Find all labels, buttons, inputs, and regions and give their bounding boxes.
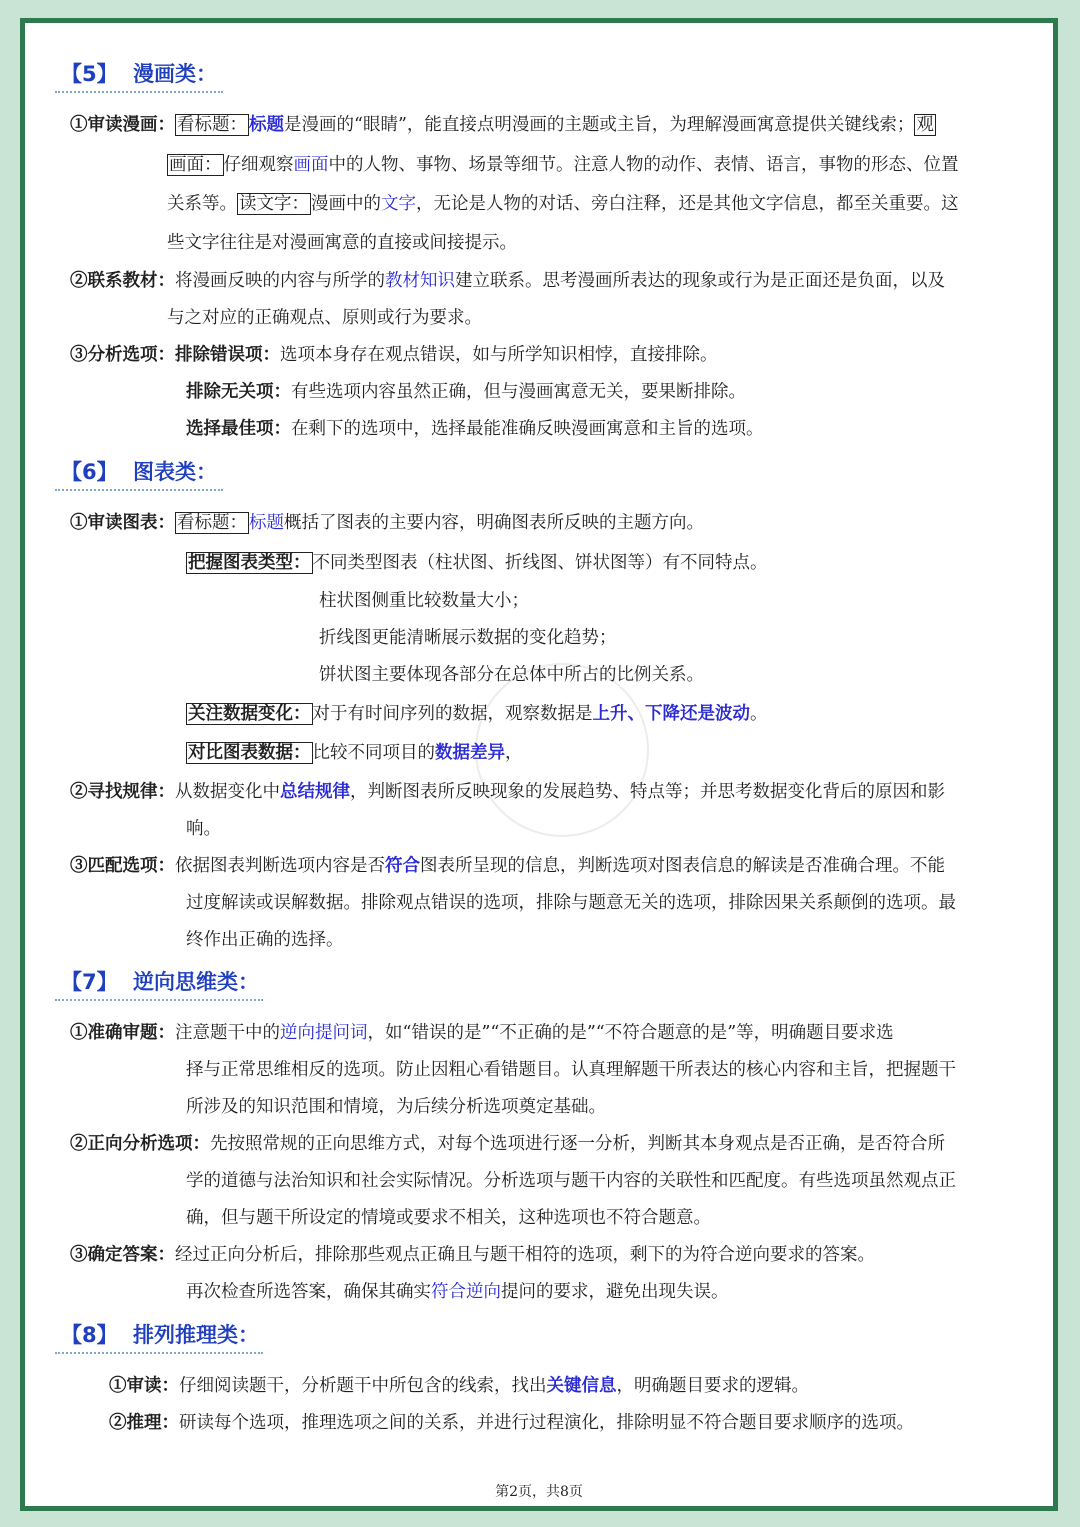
text-line: 折线图更能清晰展示数据的变化趋势； bbox=[319, 628, 617, 648]
text-line bbox=[167, 191, 959, 217]
section-title: 漫画类： bbox=[133, 62, 217, 86]
section-title: 图表类： bbox=[133, 460, 217, 484]
text: 图表所呈现的信息，判断选项对图表信息的解读是否准确合理。不能 bbox=[420, 856, 945, 876]
text-line bbox=[186, 740, 523, 766]
highlight: 符合 bbox=[385, 856, 420, 876]
label: ③确定答案： bbox=[70, 1245, 175, 1265]
section-6-heading bbox=[55, 457, 223, 491]
text-line: 终作出正确的选择。 bbox=[186, 930, 344, 950]
text-line: 择与正常思维相反的选项。防止因粗心看错题目。认真理解题干所表达的核心内容和主旨，把握题干 bbox=[186, 1060, 956, 1080]
label: ①审读： bbox=[109, 1376, 179, 1396]
text: 选项本身存在观点错误，如与所学知识相悖，直接排除。 bbox=[280, 345, 718, 365]
section-5-heading bbox=[55, 59, 223, 93]
text-line: 所涉及的知识范围和情境，为后续分析选项奠定基础。 bbox=[186, 1097, 606, 1117]
text-line bbox=[109, 1373, 809, 1399]
text: 依据图表判断选项内容是否 bbox=[175, 856, 385, 876]
label: ①准确审题： bbox=[70, 1023, 175, 1043]
text: 对于有时间序列的数据，观察数据是 bbox=[312, 704, 593, 724]
highlight: 教材知识 bbox=[385, 271, 455, 291]
section-number: 【8】 bbox=[61, 1323, 118, 1347]
text-line bbox=[186, 416, 764, 442]
text: 研读每个选项，推理选项之间的关系，并进行过程演化，排除明显不符合题目要求顺序的选项。 bbox=[179, 1413, 914, 1433]
text-line bbox=[186, 1279, 729, 1305]
text: ， bbox=[505, 743, 523, 763]
text: 有些选项内容虽然正确，但与漫画寓意无关，要果断排除。 bbox=[291, 382, 746, 402]
section-7-heading bbox=[55, 967, 263, 1001]
label: 排除无关项： bbox=[186, 382, 291, 402]
text-line bbox=[70, 1131, 945, 1157]
text: 仔细观察 bbox=[223, 155, 294, 175]
text-line: 些文字往往是对漫画寓意的直接或间接提示。 bbox=[167, 233, 517, 253]
boxed-label: 对比图表数据： bbox=[188, 743, 311, 763]
label: ②推理： bbox=[109, 1413, 179, 1433]
page-frame bbox=[20, 18, 1058, 1511]
text-line bbox=[109, 1410, 914, 1436]
label: 选择最佳项： bbox=[186, 419, 291, 439]
text-line: 柱状图侧重比较数量大小； bbox=[319, 591, 529, 611]
text-line: 过度解读或误解数据。排除观点错误的选项，排除与题意无关的选项，排除因果关系颠倒的选项。最 bbox=[186, 893, 956, 913]
text-line bbox=[70, 853, 945, 879]
text: 建立联系。思考漫画所表达的现象或行为是正面还是负面，以及 bbox=[455, 271, 945, 291]
text: 关系等。 bbox=[167, 194, 237, 214]
section-number: 【6】 bbox=[61, 460, 118, 484]
section-number: 【5】 bbox=[61, 62, 118, 86]
section-title: 逆向思维类： bbox=[133, 970, 259, 994]
text-line bbox=[167, 152, 959, 178]
text-line bbox=[70, 779, 945, 805]
highlight: 逆向提问词 bbox=[280, 1023, 368, 1043]
text: ，判断图表所反映现象的发展趋势、特点等；并思考数据变化背后的原因和影 bbox=[350, 782, 945, 802]
text: ，无论是人物的对话、旁白注释，还是其他文字信息，都至关重要。这 bbox=[416, 194, 959, 214]
text: 从数据变化中 bbox=[175, 782, 280, 802]
text-line: 饼状图主要体现各部分在总体中所占的比例关系。 bbox=[319, 665, 704, 685]
text: 在剩下的选项中，选择最能准确反映漫画寓意和主旨的选项。 bbox=[291, 419, 764, 439]
highlight: 标题 bbox=[249, 115, 284, 135]
section-number: 【7】 bbox=[61, 970, 118, 994]
boxed-label: 观 bbox=[916, 115, 934, 135]
boxed-label: 看标题： bbox=[177, 115, 247, 135]
label: 排除错误项： bbox=[175, 345, 280, 365]
label: ①审读图表： bbox=[70, 513, 175, 533]
text-line bbox=[70, 342, 718, 368]
label: ②寻找规律： bbox=[70, 782, 175, 802]
section-8-heading bbox=[55, 1320, 263, 1354]
text: ，明确题目要求的逻辑。 bbox=[616, 1376, 809, 1396]
text: 漫画中的 bbox=[311, 194, 381, 214]
text-line: 学的道德与法治知识和社会实际情况。分析选项与题干内容的关联性和匹配度。有些选项虽然观点正 bbox=[186, 1171, 956, 1191]
highlight: 标题 bbox=[249, 513, 284, 533]
highlight: 画面 bbox=[293, 155, 329, 175]
text: 经过正向分析后，排除那些观点正确且与题干相符的选项，剩下的为符合逆向要求的答案。 bbox=[175, 1245, 875, 1265]
text: 是漫画的“眼睛”，能直接点明漫画的主题或主旨，为理解漫画寓意提供关键线索； bbox=[284, 115, 915, 135]
page-footer: 第2页，共8页 bbox=[495, 1484, 583, 1500]
text-line: 与之对应的正确观点、原则或行为要求。 bbox=[167, 308, 482, 328]
text-line bbox=[186, 701, 768, 727]
boxed-label: 把握图表类型： bbox=[188, 553, 311, 573]
text: 注意题干中的 bbox=[175, 1023, 280, 1043]
highlight: 数据差异 bbox=[435, 743, 505, 763]
boxed-label: 关注数据变化： bbox=[188, 704, 311, 724]
text: 提问的要求，避免出现失误。 bbox=[501, 1282, 729, 1302]
boxed-label: 画面： bbox=[169, 155, 222, 175]
boxed-label: 看标题： bbox=[177, 513, 247, 533]
text: 将漫画反映的内容与所学的 bbox=[175, 271, 385, 291]
text: 。 bbox=[750, 704, 768, 724]
section-title: 排列推理类： bbox=[133, 1323, 259, 1347]
text: 比较不同项目的 bbox=[312, 743, 435, 763]
text-line: 响。 bbox=[186, 819, 221, 839]
text-line bbox=[70, 510, 704, 536]
text: 先按照常规的正向思维方式，对每个选项进行逐一分析，判断其本身观点是否正确，是否符合所 bbox=[210, 1134, 945, 1154]
label: ③匹配选项： bbox=[70, 856, 175, 876]
text-line bbox=[70, 112, 936, 138]
text: 再次检查所选答案，确保其确实 bbox=[186, 1282, 431, 1302]
text-line bbox=[186, 379, 746, 405]
highlight: 符合逆向 bbox=[431, 1282, 501, 1302]
text: ，如“错误的是”“不正确的是”“不符合题意的是”等，明确题目要求选 bbox=[367, 1023, 894, 1043]
text-line bbox=[70, 1020, 894, 1046]
page-content bbox=[25, 23, 1053, 1506]
text: 概括了图表的主要内容，明确图表所反映的主题方向。 bbox=[284, 513, 704, 533]
highlight: 上升、下降还是波动 bbox=[592, 704, 750, 724]
highlight: 总结规律 bbox=[280, 782, 350, 802]
text-line bbox=[186, 550, 768, 576]
label: ①审读漫画： bbox=[70, 115, 175, 135]
text: 仔细阅读题干，分析题干中所包含的线索，找出 bbox=[179, 1376, 547, 1396]
text: 中的人物、事物、场景等细节。注意人物的动作、表情、语言，事物的形态、位置 bbox=[328, 155, 959, 175]
highlight: 关键信息 bbox=[546, 1376, 617, 1396]
text-line: 确，但与题干所设定的情境或要求不相关，这种选项也不符合题意。 bbox=[186, 1208, 711, 1228]
label: ②联系教材： bbox=[70, 271, 175, 291]
text: 不同类型图表（柱状图、折线图、饼状图等）有不同特点。 bbox=[312, 553, 768, 573]
highlight: 文字 bbox=[381, 194, 416, 214]
boxed-label: 读文字： bbox=[239, 194, 309, 214]
text-line bbox=[70, 1242, 875, 1268]
label: ②正向分析选项： bbox=[70, 1134, 210, 1154]
text-line bbox=[70, 268, 945, 294]
label: ③分析选项： bbox=[70, 345, 175, 365]
